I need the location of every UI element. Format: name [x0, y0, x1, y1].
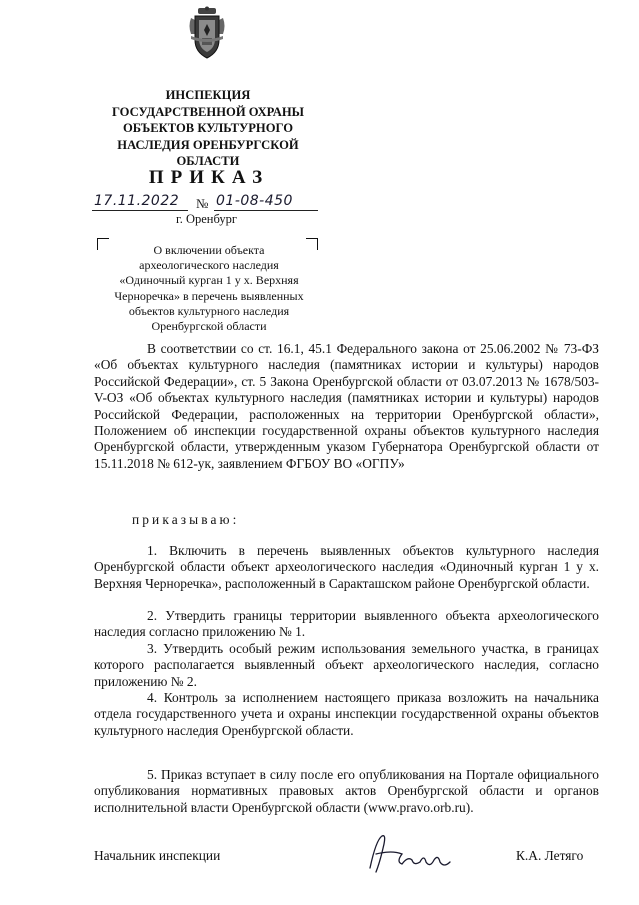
number-underline: [214, 210, 318, 211]
document-type-title: ПРИКАЗ: [148, 167, 270, 188]
subject-line: Черноречка» в перечень выявленных: [114, 288, 304, 303]
signatory-name: К.А. Летяго: [516, 848, 584, 863]
org-line: ОБЪЕКТОВ КУЛЬТУРНОГО: [122, 121, 294, 135]
date-number-line: [90, 193, 330, 213]
order-item-4: 4. Контроль за исполнением настоящего приказа возложить на начальника отдела государственного учета и охраны инспекции государственной охраны объектов культурного наследия Оренбургской области.: [94, 690, 599, 738]
date-underline: [92, 210, 188, 211]
subject-line: археологического наследия: [139, 258, 279, 273]
handwritten-date: 17.11.2022: [94, 193, 180, 209]
preamble-paragraph: В соответствии со ст. 16.1, 45.1 Федерального закона от 25.06.2002 № 73-ФЗ «Об объектах культурного наследия (памятниках истории и культуры) народов Российской Федерации», ст. 5 Закона Оренбургской области от 03.07.2013 № 1678/503-V-ОЗ «Об объектах культурного наследия (памятниках истории и культуры) народов Российской Федерации, расположенных на территории Оренбургской области», Положением об инспекции государственной охраны объектов культурного наследия Оренбургской области, утвержденным указом Губернатора Оренбургской области от 15.11.2018 № 612-ук, заявлением ФГБОУ ВО «ОГПУ»: [94, 341, 599, 471]
org-line: ГОСУДАРСТВЕННОЙ ОХРАНЫ: [111, 104, 305, 119]
subject-block: [90, 243, 328, 334]
subject-line: О включении объекта: [153, 243, 265, 257]
org-line: ОБЛАСТИ: [176, 154, 240, 168]
org-line: ИНСПЕКЦИЯ: [165, 88, 251, 102]
number-sign: №: [196, 196, 209, 211]
handwritten-number: 01-08-450: [216, 193, 293, 209]
coat-of-arms-emblem: [185, 6, 229, 62]
city-label: г. Оренбург: [176, 212, 237, 226]
subject-line: «Одиночный курган 1 у х. Верхняя: [119, 273, 299, 288]
order-item-1: 1. Включить в перечень выявленных объектов культурного наследия Оренбургской области объект археологического наследия «Одиночный курган 1 у х. Верхняя Черноречка», расположенный в Саракташском районе Оренбургской области.: [94, 543, 599, 591]
order-item-5: 5. Приказ вступает в силу после его опубликования на Портале официального опубликования нормативных правовых актов Оренбургской области и органов исполнительной власти Оренбургской области (www.pravo.orb.ru).: [94, 767, 599, 815]
signatory-position: Начальник инспекции: [94, 848, 221, 863]
handwritten-signature: [362, 832, 462, 878]
order-word: приказываю:: [132, 512, 240, 527]
organization-name: [86, 87, 330, 170]
order-item-2: 2. Утвердить границы территории выявленного объекта археологического наследия согласно приложению № 1.: [94, 608, 599, 640]
subject-line: Оренбургской области: [151, 319, 267, 334]
org-line: НАСЛЕДИЯ ОРЕНБУРГСКОЙ: [117, 137, 299, 152]
order-item-3: 3. Утвердить особый режим использования земельного участка, в границах которого располагается выявленный объект археологического наследия, согласно приложению № 2.: [94, 641, 599, 689]
subject-line: объектов культурного наследия: [128, 303, 290, 318]
